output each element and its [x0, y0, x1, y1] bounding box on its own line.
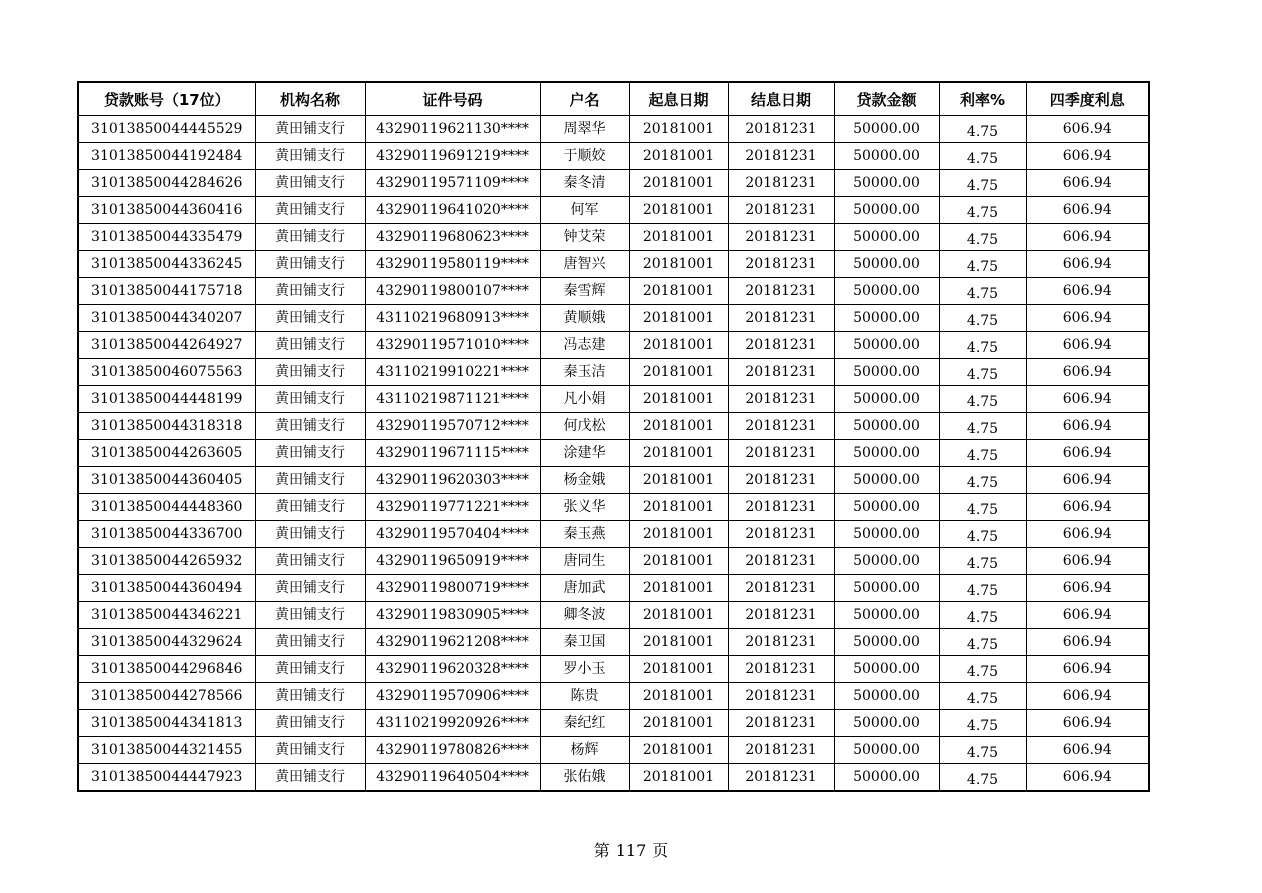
- account-name-cell: 于顺姣: [540, 143, 629, 170]
- interest-rate-cell: [939, 116, 1026, 143]
- institution-cell: 黄田铺支行: [255, 143, 365, 170]
- account-name-cell: 冯志建: [540, 332, 629, 359]
- institution-cell: 黄田铺支行: [255, 602, 365, 629]
- account-name-cell: 秦冬清: [540, 170, 629, 197]
- header-account-name: 户名: [540, 82, 629, 116]
- interest-rate-value: 4.75: [966, 205, 999, 221]
- table-row: [78, 413, 1149, 440]
- loan-account-cell: 31013850044318318: [78, 413, 255, 440]
- account-name-cell: 涂建华: [540, 440, 629, 467]
- id-number-cell: 43110219871121****: [365, 386, 540, 413]
- interest-rate-cell: [939, 710, 1026, 737]
- interest-rate-cell: [939, 143, 1026, 170]
- loan-account-cell: 31013850044296846: [78, 656, 255, 683]
- institution-cell: 黄田铺支行: [255, 683, 365, 710]
- interest-rate-value: 4.75: [966, 286, 999, 302]
- settle-date-cell: 20181231: [728, 386, 834, 413]
- interest-rate-value: 4.75: [966, 745, 999, 761]
- loan-account-cell: 31013850044360416: [78, 197, 255, 224]
- interest-rate-value: 4.75: [966, 691, 999, 707]
- interest-rate-cell: [939, 440, 1026, 467]
- table-row: [78, 305, 1149, 332]
- institution-cell: 黄田铺支行: [255, 548, 365, 575]
- interest-rate-value: 4.75: [966, 475, 999, 491]
- page-number: 117: [615, 841, 647, 860]
- start-date-cell: 20181001: [629, 602, 728, 629]
- id-number-cell: 43290119641020****: [365, 197, 540, 224]
- interest-rate-cell: [939, 683, 1026, 710]
- loan-account-cell: 31013850044278566: [78, 683, 255, 710]
- settle-date-cell: 20181231: [728, 305, 834, 332]
- account-name-cell: 陈贵: [540, 683, 629, 710]
- account-name-cell: 秦玉燕: [540, 521, 629, 548]
- account-name-cell: 周翠华: [540, 116, 629, 143]
- institution-cell: 黄田铺支行: [255, 629, 365, 656]
- id-number-cell: 43290119570712****: [365, 413, 540, 440]
- settle-date-cell: 20181231: [728, 251, 834, 278]
- q4-interest-cell: 606.94: [1026, 548, 1149, 575]
- header-settle-date: 结息日期: [728, 82, 834, 116]
- interest-rate-value: 4.75: [966, 178, 999, 194]
- table-row: [78, 251, 1149, 278]
- interest-rate-cell: [939, 737, 1026, 764]
- interest-rate-value: 4.75: [966, 448, 999, 464]
- loan-amount-cell: 50000.00: [834, 494, 939, 521]
- account-name-cell: 黄顺娥: [540, 305, 629, 332]
- q4-interest-cell: 606.94: [1026, 170, 1149, 197]
- start-date-cell: 20181001: [629, 278, 728, 305]
- id-number-cell: 43290119680623****: [365, 224, 540, 251]
- interest-rate-cell: [939, 224, 1026, 251]
- settle-date-cell: 20181231: [728, 359, 834, 386]
- loan-account-cell: 31013850044360405: [78, 467, 255, 494]
- id-number-cell: 43290119621130****: [365, 116, 540, 143]
- account-name-cell: 秦纪红: [540, 710, 629, 737]
- interest-rate-value: 4.75: [966, 394, 999, 410]
- table-row: [78, 170, 1149, 197]
- institution-cell: 黄田铺支行: [255, 116, 365, 143]
- header-institution: 机构名称: [255, 82, 365, 116]
- table-row: [78, 332, 1149, 359]
- settle-date-cell: 20181231: [728, 116, 834, 143]
- loan-account-cell: 31013850044341813: [78, 710, 255, 737]
- q4-interest-cell: 606.94: [1026, 521, 1149, 548]
- q4-interest-cell: 606.94: [1026, 305, 1149, 332]
- interest-rate-value: 4.75: [966, 664, 999, 680]
- settle-date-cell: 20181231: [728, 332, 834, 359]
- id-number-cell: 43290119621208****: [365, 629, 540, 656]
- account-name-cell: 唐智兴: [540, 251, 629, 278]
- interest-rate-value: 4.75: [966, 556, 999, 572]
- account-name-cell: 张义华: [540, 494, 629, 521]
- loan-account-cell: 31013850044336700: [78, 521, 255, 548]
- interest-rate-value: 4.75: [966, 367, 999, 383]
- institution-cell: 黄田铺支行: [255, 224, 365, 251]
- start-date-cell: 20181001: [629, 305, 728, 332]
- loan-amount-cell: 50000.00: [834, 683, 939, 710]
- account-name-cell: 秦雪辉: [540, 278, 629, 305]
- interest-rate-value: 4.75: [966, 502, 999, 518]
- loan-amount-cell: 50000.00: [834, 170, 939, 197]
- loan-account-cell: 31013850044335479: [78, 224, 255, 251]
- q4-interest-cell: 606.94: [1026, 278, 1149, 305]
- loan-amount-cell: 50000.00: [834, 332, 939, 359]
- q4-interest-cell: 606.94: [1026, 332, 1149, 359]
- table-row: [78, 575, 1149, 602]
- settle-date-cell: 20181231: [728, 575, 834, 602]
- loan-account-cell: 31013850044329624: [78, 629, 255, 656]
- loan-amount-cell: 50000.00: [834, 629, 939, 656]
- start-date-cell: 20181001: [629, 332, 728, 359]
- settle-date-cell: 20181231: [728, 710, 834, 737]
- loan-amount-cell: 50000.00: [834, 467, 939, 494]
- interest-rate-cell: [939, 629, 1026, 656]
- start-date-cell: 20181001: [629, 656, 728, 683]
- id-number-cell: 43290119570906****: [365, 683, 540, 710]
- account-name-cell: 何军: [540, 197, 629, 224]
- loan-account-cell: 31013850044448199: [78, 386, 255, 413]
- table-row: [78, 602, 1149, 629]
- interest-rate-cell: [939, 170, 1026, 197]
- start-date-cell: 20181001: [629, 710, 728, 737]
- settle-date-cell: 20181231: [728, 143, 834, 170]
- table-row: [78, 386, 1149, 413]
- header-start-date: 起息日期: [629, 82, 728, 116]
- settle-date-cell: 20181231: [728, 683, 834, 710]
- q4-interest-cell: 606.94: [1026, 710, 1149, 737]
- q4-interest-cell: 606.94: [1026, 656, 1149, 683]
- institution-cell: 黄田铺支行: [255, 656, 365, 683]
- start-date-cell: 20181001: [629, 467, 728, 494]
- start-date-cell: 20181001: [629, 251, 728, 278]
- start-date-cell: 20181001: [629, 494, 728, 521]
- id-number-cell: 43290119800719****: [365, 575, 540, 602]
- account-name-cell: 秦玉洁: [540, 359, 629, 386]
- id-number-cell: 43290119570404****: [365, 521, 540, 548]
- loan-amount-cell: 50000.00: [834, 224, 939, 251]
- loan-amount-cell: 50000.00: [834, 710, 939, 737]
- start-date-cell: 20181001: [629, 413, 728, 440]
- table-row: [78, 116, 1149, 143]
- interest-rate-value: 4.75: [966, 772, 999, 788]
- table-row: [78, 197, 1149, 224]
- q4-interest-cell: 606.94: [1026, 359, 1149, 386]
- interest-rate-cell: [939, 197, 1026, 224]
- q4-interest-cell: 606.94: [1026, 143, 1149, 170]
- start-date-cell: 20181001: [629, 359, 728, 386]
- start-date-cell: 20181001: [629, 197, 728, 224]
- start-date-cell: 20181001: [629, 683, 728, 710]
- loan-amount-cell: 50000.00: [834, 764, 939, 792]
- account-name-cell: 张佑娥: [540, 764, 629, 792]
- page-footer: [0, 838, 1262, 861]
- q4-interest-cell: 606.94: [1026, 467, 1149, 494]
- q4-interest-cell: 606.94: [1026, 683, 1149, 710]
- id-number-cell: 43290119580119****: [365, 251, 540, 278]
- interest-rate-value: 4.75: [966, 421, 999, 437]
- loan-amount-cell: 50000.00: [834, 251, 939, 278]
- loan-amount-cell: 50000.00: [834, 386, 939, 413]
- settle-date-cell: 20181231: [728, 656, 834, 683]
- id-number-cell: 43290119800107****: [365, 278, 540, 305]
- institution-cell: 黄田铺支行: [255, 305, 365, 332]
- loan-account-cell: 31013850046075563: [78, 359, 255, 386]
- table-row: [78, 440, 1149, 467]
- start-date-cell: 20181001: [629, 521, 728, 548]
- interest-rate-value: 4.75: [966, 151, 999, 167]
- settle-date-cell: 20181231: [728, 548, 834, 575]
- table-row: [78, 629, 1149, 656]
- start-date-cell: 20181001: [629, 386, 728, 413]
- id-number-cell: 43290119571109****: [365, 170, 540, 197]
- id-number-cell: 43290119780826****: [365, 737, 540, 764]
- start-date-cell: 20181001: [629, 548, 728, 575]
- table-row: [78, 710, 1149, 737]
- loan-interest-table-container: [77, 81, 1150, 792]
- interest-rate-cell: [939, 575, 1026, 602]
- q4-interest-cell: 606.94: [1026, 251, 1149, 278]
- loan-account-cell: 31013850044445529: [78, 116, 255, 143]
- interest-rate-cell: [939, 494, 1026, 521]
- interest-rate-cell: [939, 548, 1026, 575]
- loan-amount-cell: 50000.00: [834, 737, 939, 764]
- start-date-cell: 20181001: [629, 764, 728, 792]
- settle-date-cell: 20181231: [728, 413, 834, 440]
- id-number-cell: 43290119571010****: [365, 332, 540, 359]
- loan-account-cell: 31013850044284626: [78, 170, 255, 197]
- institution-cell: 黄田铺支行: [255, 359, 365, 386]
- interest-rate-cell: [939, 278, 1026, 305]
- q4-interest-cell: 606.94: [1026, 413, 1149, 440]
- account-name-cell: 杨金娥: [540, 467, 629, 494]
- account-name-cell: 凡小娟: [540, 386, 629, 413]
- start-date-cell: 20181001: [629, 629, 728, 656]
- interest-rate-value: 4.75: [966, 259, 999, 275]
- loan-amount-cell: 50000.00: [834, 305, 939, 332]
- account-name-cell: 杨辉: [540, 737, 629, 764]
- table-row: [78, 656, 1149, 683]
- interest-rate-cell: [939, 602, 1026, 629]
- loan-account-cell: 31013850044192484: [78, 143, 255, 170]
- table-row: [78, 143, 1149, 170]
- table-row: [78, 683, 1149, 710]
- id-number-cell: 43290119671115****: [365, 440, 540, 467]
- settle-date-cell: 20181231: [728, 764, 834, 792]
- interest-rate-value: 4.75: [966, 124, 999, 140]
- loan-amount-cell: 50000.00: [834, 602, 939, 629]
- q4-interest-cell: 606.94: [1026, 224, 1149, 251]
- loan-amount-cell: 50000.00: [834, 359, 939, 386]
- account-name-cell: 何戊松: [540, 413, 629, 440]
- interest-rate-cell: [939, 305, 1026, 332]
- institution-cell: 黄田铺支行: [255, 440, 365, 467]
- loan-account-cell: 31013850044321455: [78, 737, 255, 764]
- start-date-cell: 20181001: [629, 224, 728, 251]
- account-name-cell: 唐加武: [540, 575, 629, 602]
- table-row: [78, 737, 1149, 764]
- table-row: [78, 359, 1149, 386]
- loan-amount-cell: 50000.00: [834, 278, 939, 305]
- interest-rate-cell: [939, 251, 1026, 278]
- settle-date-cell: 20181231: [728, 602, 834, 629]
- settle-date-cell: 20181231: [728, 170, 834, 197]
- settle-date-cell: 20181231: [728, 494, 834, 521]
- account-name-cell: 钟艾荣: [540, 224, 629, 251]
- account-name-cell: 卿冬波: [540, 602, 629, 629]
- q4-interest-cell: 606.94: [1026, 494, 1149, 521]
- loan-account-cell: 31013850044263605: [78, 440, 255, 467]
- loan-account-cell: 31013850044448360: [78, 494, 255, 521]
- settle-date-cell: 20181231: [728, 521, 834, 548]
- settle-date-cell: 20181231: [728, 278, 834, 305]
- id-number-cell: 43110219680913****: [365, 305, 540, 332]
- page-prefix: 第: [593, 841, 610, 860]
- interest-rate-value: 4.75: [966, 610, 999, 626]
- interest-rate-cell: [939, 521, 1026, 548]
- loan-account-cell: 31013850044447923: [78, 764, 255, 792]
- q4-interest-cell: 606.94: [1026, 386, 1149, 413]
- loan-account-cell: 31013850044360494: [78, 575, 255, 602]
- id-number-cell: 43290119830905****: [365, 602, 540, 629]
- settle-date-cell: 20181231: [728, 629, 834, 656]
- table-body: [78, 116, 1149, 792]
- interest-rate-value: 4.75: [966, 637, 999, 653]
- settle-date-cell: 20181231: [728, 224, 834, 251]
- id-number-cell: 43290119691219****: [365, 143, 540, 170]
- interest-rate-value: 4.75: [966, 583, 999, 599]
- q4-interest-cell: 606.94: [1026, 602, 1149, 629]
- loan-account-cell: 31013850044340207: [78, 305, 255, 332]
- institution-cell: 黄田铺支行: [255, 467, 365, 494]
- loan-account-cell: 31013850044264927: [78, 332, 255, 359]
- interest-rate-value: 4.75: [966, 718, 999, 734]
- institution-cell: 黄田铺支行: [255, 494, 365, 521]
- id-number-cell: 43290119620303****: [365, 467, 540, 494]
- q4-interest-cell: 606.94: [1026, 440, 1149, 467]
- loan-amount-cell: 50000.00: [834, 521, 939, 548]
- start-date-cell: 20181001: [629, 737, 728, 764]
- interest-rate-cell: [939, 359, 1026, 386]
- interest-rate-cell: [939, 467, 1026, 494]
- loan-account-cell: 31013850044175718: [78, 278, 255, 305]
- q4-interest-cell: 606.94: [1026, 764, 1149, 792]
- institution-cell: 黄田铺支行: [255, 764, 365, 792]
- header-loan-account: 贷款账号（17位）: [78, 82, 255, 116]
- settle-date-cell: 20181231: [728, 197, 834, 224]
- institution-cell: 黄田铺支行: [255, 170, 365, 197]
- page-suffix: 页: [652, 841, 669, 860]
- loan-amount-cell: 50000.00: [834, 413, 939, 440]
- start-date-cell: 20181001: [629, 116, 728, 143]
- settle-date-cell: 20181231: [728, 440, 834, 467]
- institution-cell: 黄田铺支行: [255, 332, 365, 359]
- interest-rate-value: 4.75: [966, 232, 999, 248]
- table-row: [78, 494, 1149, 521]
- header-q4-interest: 四季度利息: [1026, 82, 1149, 116]
- loan-amount-cell: 50000.00: [834, 548, 939, 575]
- q4-interest-cell: 606.94: [1026, 116, 1149, 143]
- settle-date-cell: 20181231: [728, 467, 834, 494]
- interest-rate-cell: [939, 656, 1026, 683]
- id-number-cell: 43110219920926****: [365, 710, 540, 737]
- header-loan-amount: 贷款金额: [834, 82, 939, 116]
- institution-cell: 黄田铺支行: [255, 737, 365, 764]
- institution-cell: 黄田铺支行: [255, 521, 365, 548]
- loan-account-cell: 31013850044346221: [78, 602, 255, 629]
- loan-amount-cell: 50000.00: [834, 575, 939, 602]
- id-number-cell: 43290119620328****: [365, 656, 540, 683]
- header-id-number: 证件号码: [365, 82, 540, 116]
- q4-interest-cell: 606.94: [1026, 575, 1149, 602]
- id-number-cell: 43290119650919****: [365, 548, 540, 575]
- loan-amount-cell: 50000.00: [834, 143, 939, 170]
- loan-account-cell: 31013850044265932: [78, 548, 255, 575]
- id-number-cell: 43290119640504****: [365, 764, 540, 792]
- start-date-cell: 20181001: [629, 575, 728, 602]
- q4-interest-cell: 606.94: [1026, 197, 1149, 224]
- settle-date-cell: 20181231: [728, 737, 834, 764]
- start-date-cell: 20181001: [629, 143, 728, 170]
- loan-amount-cell: 50000.00: [834, 197, 939, 224]
- account-name-cell: 唐同生: [540, 548, 629, 575]
- table-row: [78, 548, 1149, 575]
- interest-rate-cell: [939, 413, 1026, 440]
- table-row: [78, 278, 1149, 305]
- institution-cell: 黄田铺支行: [255, 197, 365, 224]
- interest-rate-cell: [939, 332, 1026, 359]
- institution-cell: 黄田铺支行: [255, 413, 365, 440]
- q4-interest-cell: 606.94: [1026, 629, 1149, 656]
- start-date-cell: 20181001: [629, 440, 728, 467]
- loan-interest-table: [77, 81, 1150, 792]
- interest-rate-cell: [939, 386, 1026, 413]
- loan-amount-cell: 50000.00: [834, 656, 939, 683]
- q4-interest-cell: 606.94: [1026, 737, 1149, 764]
- table-header-row: [78, 82, 1149, 116]
- institution-cell: 黄田铺支行: [255, 251, 365, 278]
- loan-amount-cell: 50000.00: [834, 440, 939, 467]
- id-number-cell: 43110219910221****: [365, 359, 540, 386]
- institution-cell: 黄田铺支行: [255, 710, 365, 737]
- interest-rate-value: 4.75: [966, 529, 999, 545]
- loan-amount-cell: 50000.00: [834, 116, 939, 143]
- table-row: [78, 764, 1149, 792]
- loan-account-cell: 31013850044336245: [78, 251, 255, 278]
- header-interest-rate: 利率%: [939, 82, 1026, 116]
- institution-cell: 黄田铺支行: [255, 575, 365, 602]
- table-row: [78, 521, 1149, 548]
- interest-rate-value: 4.75: [966, 340, 999, 356]
- account-name-cell: 罗小玉: [540, 656, 629, 683]
- interest-rate-value: 4.75: [966, 313, 999, 329]
- table-row: [78, 224, 1149, 251]
- interest-rate-cell: [939, 764, 1026, 792]
- table-row: [78, 467, 1149, 494]
- id-number-cell: 43290119771221****: [365, 494, 540, 521]
- start-date-cell: 20181001: [629, 170, 728, 197]
- institution-cell: 黄田铺支行: [255, 386, 365, 413]
- institution-cell: 黄田铺支行: [255, 278, 365, 305]
- account-name-cell: 秦卫国: [540, 629, 629, 656]
